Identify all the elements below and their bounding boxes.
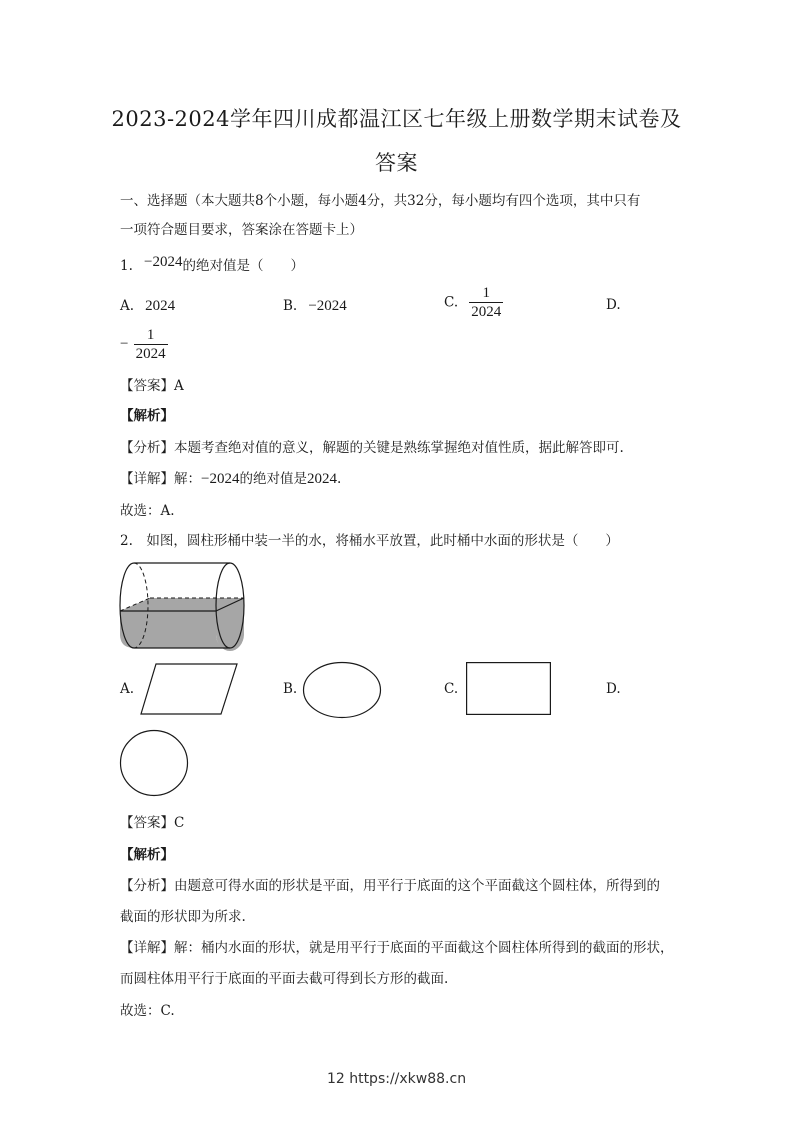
analysis-text: 【分析】本题考查绝对值的意义，解题的关键是熟练掌握绝对值性质，据此解答即可. (120, 440, 624, 456)
analysis-heading: 【解析】 (120, 408, 174, 424)
answer: 【答案】A (120, 378, 184, 394)
fraction-numerator: 1 (146, 327, 155, 343)
fraction (469, 284, 503, 321)
fraction (134, 326, 168, 363)
answer: 【答案】C (120, 815, 185, 831)
section-header-line-2: 一项符合题目要求，答案涂在答题卡上） (120, 222, 363, 238)
minus-sign: − (120, 336, 129, 352)
option-label: A. (120, 298, 135, 314)
choice: 故选：C. (120, 1003, 175, 1019)
rectangle-shape (466, 662, 551, 715)
detail-end: . (336, 471, 342, 487)
page-title-line-1: 2023-2024学年四川成都温江区七年级上册数学期末试卷及 (111, 107, 682, 131)
option-d-label: D. (606, 297, 621, 313)
section-header-line-1: 一、选择题（本大题共8个小题，每小题4分，共32分，每小题均有四个选项，其中只有 (120, 193, 641, 209)
circle-shape (119, 729, 189, 797)
detail-text-line-2: 而圆柱体用平行于底面的平面去截可得到长方形的截面. (120, 971, 449, 987)
detail-heading: 【详解】解： (120, 471, 201, 487)
question-1-stem (120, 254, 304, 275)
option-c (444, 284, 503, 321)
math-expression: 2024 (306, 471, 337, 487)
question-1-stem-text: 的绝对值是（ ） (182, 258, 304, 274)
option-label: C. (444, 294, 459, 311)
detail-text-line-1: 【详解】解：桶内水面的形状，就是用平行于底面的平面截这个圆柱体所得到的截面的形状， (120, 940, 674, 956)
question-2-stem: 2. 如图，圆柱形桶中装一半的水，将桶水平放置，此时桶中水面的形状是（ ） (120, 533, 619, 549)
option-d-label: D. (606, 681, 621, 697)
option-c-label: C. (444, 681, 459, 697)
analysis-text-line-2: 截面的形状即为所求. (120, 909, 246, 925)
detail-text (120, 467, 341, 488)
option-b (283, 295, 347, 315)
choice: 故选：A. (120, 503, 175, 519)
option-d-value (120, 326, 168, 363)
fraction-numerator: 1 (482, 285, 490, 301)
math-expression: −2024 (201, 471, 240, 487)
page-title-line-2: 答案 (375, 151, 418, 175)
cylinder-diagram (116, 560, 251, 655)
math-expression: −2024 (143, 254, 183, 270)
detail-middle: 的绝对值是 (239, 471, 307, 487)
option-label: B. (283, 298, 298, 314)
analysis-text-line-1: 【分析】由题意可得水面的形状是平面，用平行于底面的这个平面截这个圆柱体，所得到的 (120, 878, 660, 894)
question-number: 1. (120, 258, 133, 274)
parallelogram-shape (140, 663, 238, 715)
fraction-denominator: 2024 (135, 346, 166, 362)
option-b-label: B. (283, 681, 298, 697)
fraction-denominator: 2024 (471, 304, 502, 320)
water-fill-lower (120, 611, 230, 648)
option-a-label: A. (120, 681, 135, 697)
option-b-value: −2024 (308, 298, 347, 314)
analysis-heading: 【解析】 (120, 847, 174, 863)
option-a-value: 2024 (145, 298, 176, 314)
page-footer: 12 https://xkw88.cn (326, 1071, 467, 1087)
ellipse-shape (302, 661, 382, 719)
option-a (120, 295, 175, 315)
